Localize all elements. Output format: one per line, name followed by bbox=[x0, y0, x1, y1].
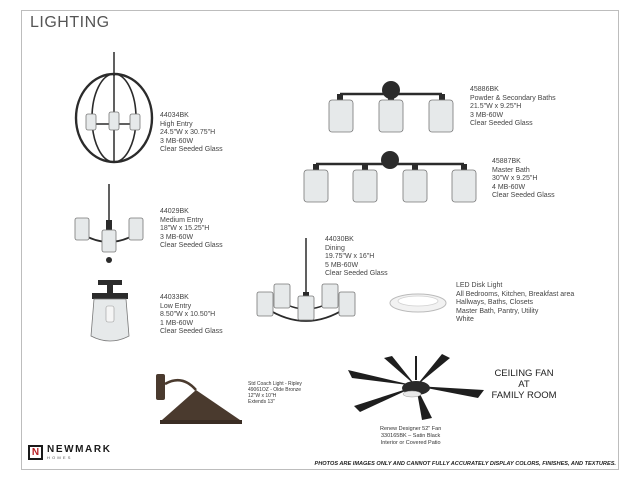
spec-led-disk-light: LED Disk Light All Bedrooms, Kitchen, Breakfast area Hallways, Baths, Closets Master Bath, Pantry, Utility White bbox=[456, 282, 575, 324]
photo-disclaimer: PHOTOS ARE IMAGES ONLY AND CANNOT FULLY ACCURATELY DISPLAY COLORS, FINISHES, AND TEXTURES. bbox=[314, 461, 616, 467]
four-light-vanity-image bbox=[300, 150, 480, 206]
newmark-homes-logo bbox=[28, 445, 112, 460]
spec-44030bk: 44030BK Dining 19.75"W x 16"H 5 MB-60W Clear Seeded Glass bbox=[325, 236, 388, 278]
spec-45887bk: 45887BK Master Bath 30"W x 9.25"H 4 MB-60W Clear Seeded Glass bbox=[492, 158, 555, 200]
spec-44029bk: 44029BK Medium Entry 18"W x 15.25"H 3 MB-60W Clear Seeded Glass bbox=[160, 208, 223, 250]
ceiling-fan-heading: CEILING FAN AT FAMILY ROOM bbox=[491, 368, 557, 401]
logo-name: NEWMARK bbox=[47, 444, 112, 455]
spec-44033bk: 44033BK Low Entry 8.50"W x 10.50"H 1 MB-60W Clear Seeded Glass bbox=[160, 294, 223, 336]
semi-flush-mount-image bbox=[86, 280, 134, 346]
logo-sub: HOMES bbox=[47, 455, 73, 460]
led-disk-light-image bbox=[388, 290, 448, 316]
page-title: LIGHTING bbox=[30, 14, 110, 31]
spec-45886bk: 45886BK Powder & Secondary Baths 21.5"W x 9.25"H 3 MB-60W Clear Seeded Glass bbox=[470, 86, 556, 128]
logo-mark: N bbox=[28, 445, 43, 460]
three-light-vanity-image bbox=[326, 80, 456, 136]
orb-chandelier-image bbox=[70, 52, 158, 168]
coach-light-image bbox=[152, 368, 242, 428]
three-light-pendant-image bbox=[70, 184, 148, 266]
spec-coach-light: Std Coach Light - Ripley 49061OZ - Olde Bronze 12"W x 10"H Extends 13" bbox=[248, 381, 302, 405]
spec-44034bk: 44034BK High Entry 24.5"W x 30.75"H 3 MB-60W Clear Seeded Glass bbox=[160, 112, 223, 154]
ceiling-fan-image bbox=[346, 352, 486, 422]
spec-ceiling-fan: Renew Designer 52" Fan 330165BK – Satin Black Interior or Covered Patio bbox=[380, 426, 442, 446]
